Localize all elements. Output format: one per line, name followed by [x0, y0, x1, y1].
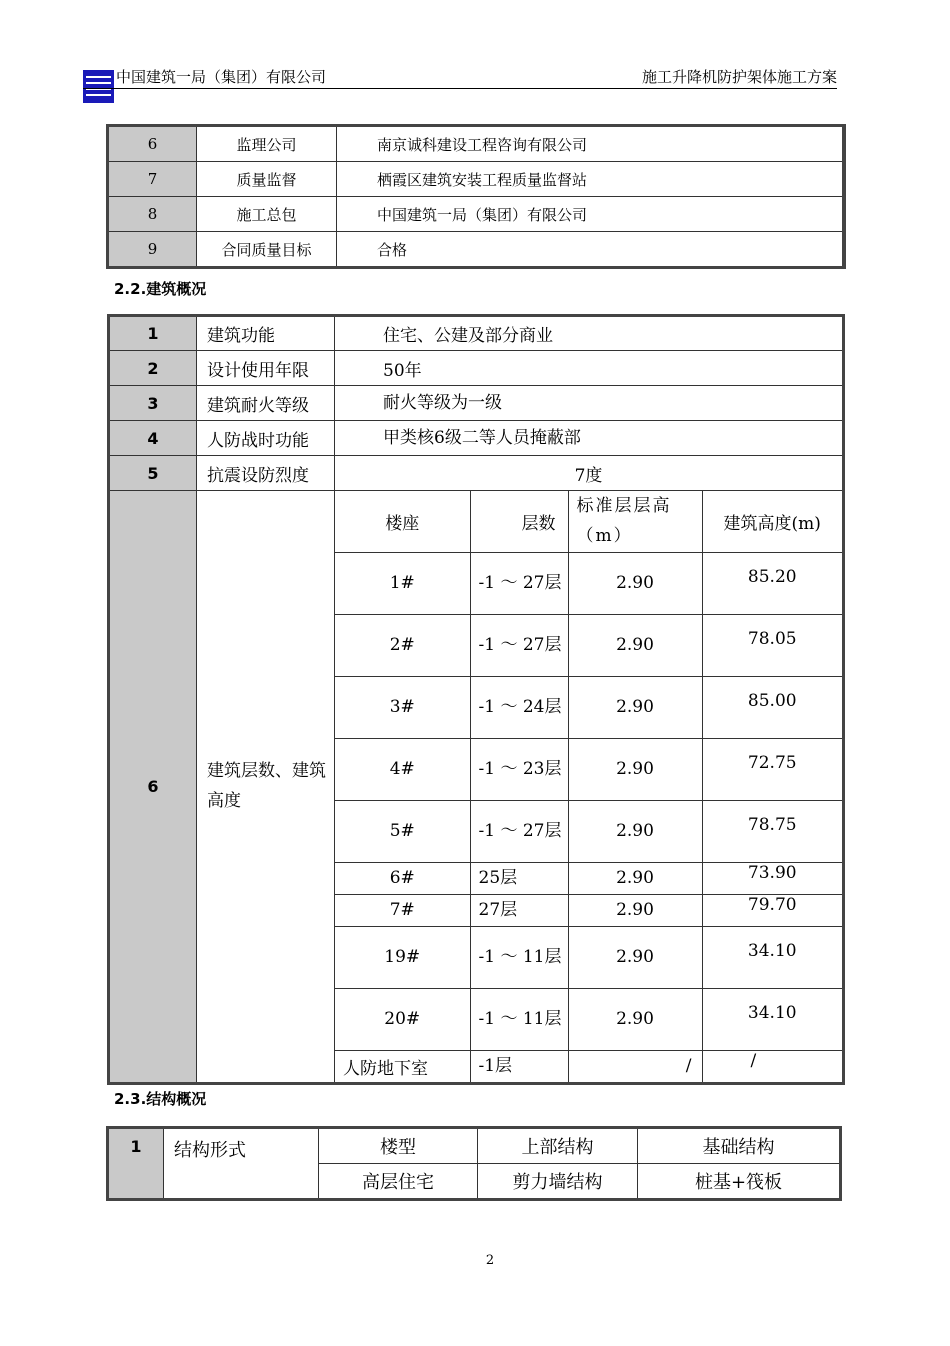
row-number: 5 — [109, 456, 197, 491]
table-row — [108, 197, 845, 232]
table-row — [335, 552, 842, 614]
row-item: 建筑层数、建筑高度 — [197, 491, 335, 1084]
floor-count: -1 ～ 23层 — [470, 738, 568, 800]
row-value: 耐火等级为一级 — [335, 386, 844, 421]
building-height: 78.05 — [702, 614, 842, 676]
floor-count: -1 ～ 27层 — [470, 800, 568, 862]
building-height: / — [702, 1050, 842, 1082]
table-row — [108, 126, 845, 162]
table-row — [335, 894, 842, 926]
row-item: 设计使用年限 — [197, 351, 335, 386]
building-height: 85.00 — [702, 676, 842, 738]
table-row — [108, 1128, 841, 1164]
floor-count: -1 ～ 27层 — [470, 614, 568, 676]
standard-height: 2.90 — [568, 800, 702, 862]
row-item: 施工总包 — [197, 197, 337, 232]
row-item: 质量监督 — [197, 162, 337, 197]
table-row — [335, 862, 842, 894]
floor-count: 25层 — [470, 862, 568, 894]
floor-count: -1 ～ 11层 — [470, 988, 568, 1050]
row-number: 1 — [109, 316, 197, 351]
building-height: 34.10 — [702, 926, 842, 988]
structure-overview-table — [106, 1126, 842, 1201]
standard-height: / — [568, 1050, 702, 1082]
table-header-row — [335, 491, 842, 552]
table-row — [335, 738, 842, 800]
row-item: 监理公司 — [197, 126, 337, 162]
structure-value: 桩基+筏板 — [638, 1164, 841, 1200]
row-item: 建筑耐火等级 — [197, 386, 335, 421]
column-header: 标准层层高（m） — [568, 491, 702, 552]
standard-height: 2.90 — [568, 862, 702, 894]
building-name: 4# — [335, 738, 470, 800]
standard-height: 2.90 — [568, 738, 702, 800]
floor-count: -1 ～ 11层 — [470, 926, 568, 988]
table-row — [335, 676, 842, 738]
row-item: 合同质量目标 — [197, 232, 337, 268]
column-header: 基础结构 — [638, 1128, 841, 1164]
building-name: 人防地下室 — [335, 1050, 470, 1082]
building-height: 73.90 — [702, 862, 842, 894]
row-number: 4 — [109, 421, 197, 456]
page-number: 2 — [485, 1253, 495, 1268]
table-row — [335, 800, 842, 862]
row-value: 7度 — [335, 456, 844, 491]
standard-height: 2.90 — [568, 676, 702, 738]
building-height: 34.10 — [702, 988, 842, 1050]
company-logo — [83, 70, 114, 103]
floor-count: 27层 — [470, 894, 568, 926]
table-row — [335, 988, 842, 1050]
section-heading-building: 2.2.建筑概况 — [114, 280, 207, 298]
row-value: 甲类核6级二等人员掩蔽部 — [335, 421, 844, 456]
section-heading-structure: 2.3.结构概况 — [114, 1090, 207, 1108]
row-item: 建筑功能 — [197, 316, 335, 351]
building-height: 85.20 — [702, 552, 842, 614]
row-value: 中国建筑一局（集团）有限公司 — [337, 197, 845, 232]
row-value: 合格 — [337, 232, 845, 268]
row-number: 2 — [109, 351, 197, 386]
building-heights-table — [335, 491, 842, 1082]
building-name: 19# — [335, 926, 470, 988]
row-item: 结构形式 — [164, 1128, 319, 1200]
column-header: 上部结构 — [478, 1128, 638, 1164]
row-value: 栖霞区建筑安装工程质量监督站 — [337, 162, 845, 197]
project-parties-table — [106, 124, 846, 269]
row-item: 抗震设防烈度 — [197, 456, 335, 491]
building-name: 7# — [335, 894, 470, 926]
column-header: 建筑高度(m) — [702, 491, 842, 552]
header-rule — [83, 88, 837, 89]
row-number: 3 — [109, 386, 197, 421]
column-header: 层数 — [470, 491, 568, 552]
standard-height: 2.90 — [568, 988, 702, 1050]
row-number: 8 — [108, 197, 197, 232]
row-item: 人防战时功能 — [197, 421, 335, 456]
header-company: 中国建筑一局（集团）有限公司 — [116, 68, 327, 86]
column-header: 楼型 — [319, 1128, 478, 1164]
row-number: 1 — [108, 1128, 164, 1200]
structure-value: 剪力墙结构 — [478, 1164, 638, 1200]
row-number: 6 — [109, 491, 197, 1084]
building-name: 2# — [335, 614, 470, 676]
building-name: 20# — [335, 988, 470, 1050]
table-row — [335, 1050, 842, 1082]
building-height: 79.70 — [702, 894, 842, 926]
table-row — [335, 614, 842, 676]
row-value: 50年 — [335, 351, 844, 386]
floor-count: -1层 — [470, 1050, 568, 1082]
table-row — [109, 386, 844, 421]
building-name: 6# — [335, 862, 470, 894]
row-value: 南京诚科建设工程咨询有限公司 — [337, 126, 845, 162]
row-number: 9 — [108, 232, 197, 268]
table-row — [108, 162, 845, 197]
floor-count: -1 ～ 27层 — [470, 552, 568, 614]
table-row — [335, 926, 842, 988]
building-name: 5# — [335, 800, 470, 862]
row-number: 7 — [108, 162, 197, 197]
standard-height: 2.90 — [568, 614, 702, 676]
table-row — [109, 316, 844, 351]
table-row — [109, 351, 844, 386]
building-height: 72.75 — [702, 738, 842, 800]
row-number: 6 — [108, 126, 197, 162]
building-name: 1# — [335, 552, 470, 614]
table-row — [109, 456, 844, 491]
standard-height: 2.90 — [568, 894, 702, 926]
building-name: 3# — [335, 676, 470, 738]
standard-height: 2.90 — [568, 552, 702, 614]
table-row — [108, 232, 845, 268]
structure-value: 高层住宅 — [319, 1164, 478, 1200]
table-row — [109, 421, 844, 456]
column-header: 楼座 — [335, 491, 470, 552]
building-overview-table — [107, 314, 845, 1085]
table-row — [109, 491, 844, 1084]
standard-height: 2.90 — [568, 926, 702, 988]
row-value: 住宅、公建及部分商业 — [335, 316, 844, 351]
floor-count: -1 ～ 24层 — [470, 676, 568, 738]
header-doc-title: 施工升降机防护架体施工方案 — [641, 68, 837, 86]
building-height: 78.75 — [702, 800, 842, 862]
